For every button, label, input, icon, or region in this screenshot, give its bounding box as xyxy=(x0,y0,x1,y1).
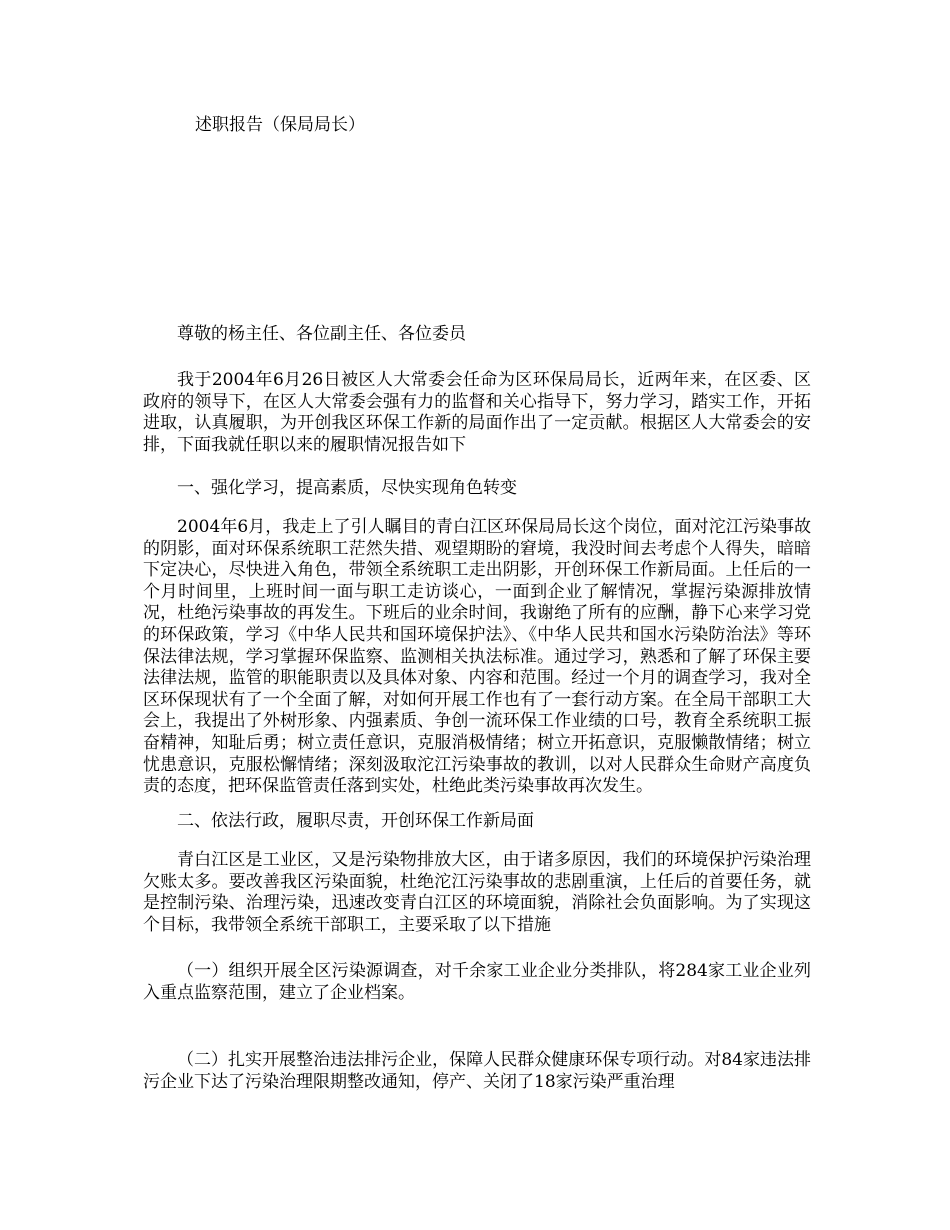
section-1-heading: 一、强化学习，提高素质，尽快实现角色转变 xyxy=(177,478,517,498)
section-2-heading: 二、依法行政，履职尽责，开创环保工作新局面 xyxy=(177,811,534,831)
section-2-paragraph: 青白江区是工业区，又是污染物排放大区，由于诸多原因，我们的环境保护污染治理欠账太多。要改善我区污染面貌，杜绝沱江污染事故的悲剧重演，上任后的首要任务，就是控制污染、治理污染，迅速改变青白江区的环境面貌，消除社会负面影响。为了实现这个目标，我带领全系统干部职工，主要采取了以下措施 xyxy=(143,850,811,935)
measure-item-2: （二）扎实开展整治违法排污企业，保障人民群众健康环保专项行动。对84家违法排污企业下达了污染治理限期整改通知，停产、关闭了18家污染严重治理 xyxy=(143,1050,811,1092)
intro-paragraph: 我于2004年6月26日被区人大常委会任命为区环保局局长，近两年来，在区委、区政府的领导下，在区人大常委会强有力的监督和关心指导下，努力学习，踏实工作，开拓进取，认真履职，为开创我区环保工作新的局面作出了一定贡献。根据区人大常委会的安排，下面我就任职以来的履职情况报告如下 xyxy=(143,370,811,455)
document-title: 述职报告（保局局长） xyxy=(195,115,365,135)
measure-item-1: （一）组织开展全区污染源调查，对千余家工业企业分类排队，将284家工业企业列入重点监察范围，建立了企业档案。 xyxy=(143,961,811,1003)
section-1-paragraph: 2004年6月，我走上了引人瞩目的青白江区环保局局长这个岗位，面对沱江污染事故的阴影，面对环保系统职工茫然失措、观望期盼的窘境，我没时间去考虑个人得失，暗暗下定决心，尽快进入角色，带领全系统职工走出阴影，开创环保工作新局面。上任后的一个月时间里，上班时间一面与职工走访谈心，一面到企业了解情况，掌握污染源排放情况，杜绝污染事故的再发生。下班后的业余时间，我谢绝了所有的应酬，静下心来学习党的环保政策，学习《中华人民共和国环境保护法》、《中华人民共和国水污染防治法》等环保法律法规，学习掌握环保监察、监测相关执法标准。通过学习，熟悉和了解了环保主要法律法规，监管的职能职责以及具体对象、内容和范围。经过一个月的调查学习，我对全区环保现状有了一个全面了解，对如何开展工作也有了一套行动方案。在全局干部职工大会上，我提出了外树形象、内强素质、争创一流环保工作业绩的口号，教育全系统职工振奋精神，知耻后勇；树立责任意识，克服消极情绪；树立开拓意识，克服懒散情绪；树立忧患意识，克服松懈情绪；深刻汲取沱江污染事故的教训，以对人民群众生命财产高度负责的态度，把环保监管责任落到实处，杜绝此类污染事故再次发生。 xyxy=(143,517,811,797)
salutation: 尊敬的杨主任、各位副主任、各位委员 xyxy=(177,324,466,344)
